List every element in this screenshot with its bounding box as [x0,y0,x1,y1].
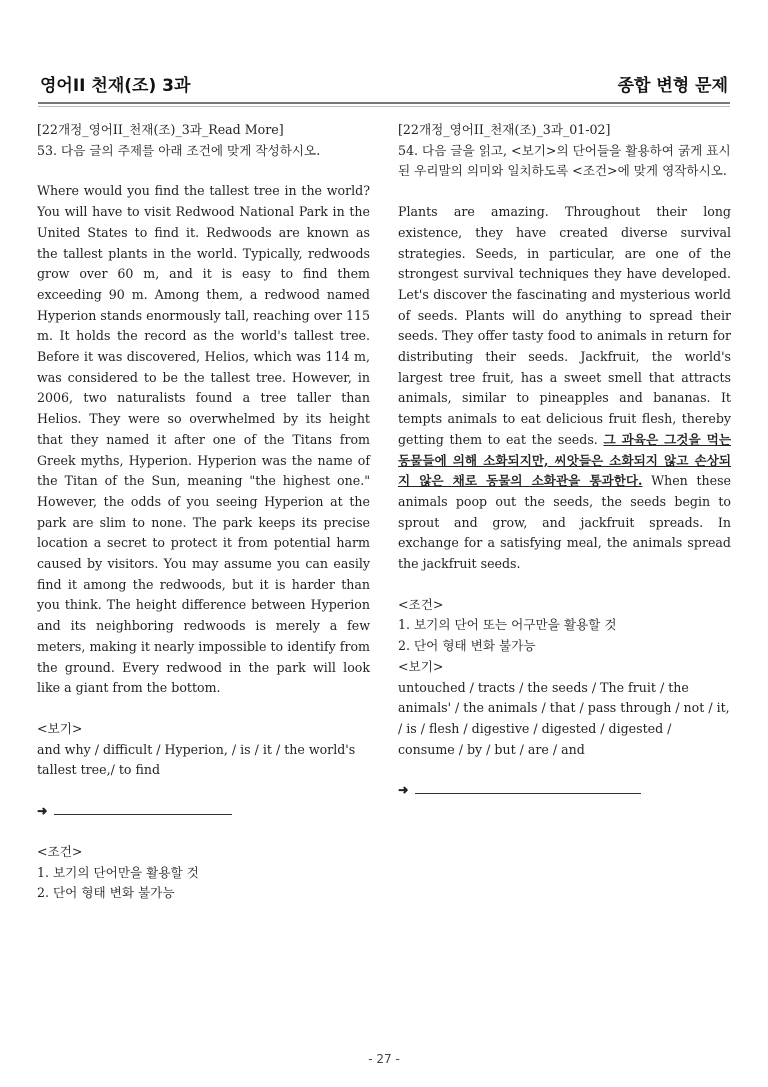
question-53-bogi [37,719,370,781]
right-column [398,120,731,801]
condition-2: 2. 단어 형태 변화 불가능 [398,638,536,654]
left-column [37,120,370,904]
page-header [38,72,730,104]
question-54-prompt: 54. 다음 글을 읽고, <보기>의 단어들을 활용하여 굵게 표시된 우리말의 의미와 일치하도록 <조건>에 맞게 영작하시오. [398,142,731,179]
bogi-words: and why / difficult / Hyperion, / is / it / the world's tallest tree,/ to find [37,741,356,778]
condition-1: 1. 보기의 단어만을 활용할 것 [37,864,199,880]
question-54-passage [398,202,731,575]
bogi-label: <보기> [398,658,444,674]
condition-label: <조건> [398,596,444,612]
question-53-answer-line [37,801,370,822]
question-54-tag: [22개정_영어II_천재(조)_3과_01-02] [398,122,611,137]
question-54-answer-line [398,780,731,801]
answer-blank[interactable] [415,783,641,794]
question-54-conditions [398,595,731,761]
answer-blank[interactable] [54,804,232,815]
question-53-conditions [37,842,370,904]
header-rule [38,106,730,107]
arrow-icon: ➜ [398,782,409,798]
page-number: - 27 - [368,1052,400,1066]
passage-text-after: When these animals poop out the seeds, the seeds begin to sprout and grow, and jackfruit spreads. In exchange for a satisfying meal, the animals spread the jackfruit seeds. [398,473,731,572]
condition-label: <조건> [37,843,83,859]
header-subtitle: 종합 변형 문제 [617,76,728,96]
header-title: 영어II 천재(조) 3과 [40,76,191,96]
condition-1: 1. 보기의 단어 또는 어구만을 활용할 것 [398,617,617,633]
passage-text-before: Plants are amazing. Throughout their long existence, they have created diverse survival strategies. Seeds, in particular, are one of the strongest survival techniques they have developed. Let's discover the fascinating and mysterious world of seeds. Plants will do anything to spread their seeds. They offer tasty food to animals in return for distributing their seeds. Jackfruit, the world's largest tree fruit, has a sweet smell that attracts animals, similar to pineapples and bananas. It tempts animals to eat delicious fruit flesh, thereby getting them to eat the seeds. [398,204,731,447]
arrow-icon: ➜ [37,803,48,819]
passage-bold-korean: 그 과육은 그것을 먹는 동물들에 의해 소화되지만, 씨앗들은 소화되지 않고 손상되지 않은 채로 동물의 소화관을 통과한다. [398,431,731,489]
condition-2: 2. 단어 형태 변화 불가능 [37,885,175,901]
bogi-words: untouched / tracts / the seeds / The fruit / the animals' / the animals / that / pass through / not / it, / is / flesh / digestive / digested / digested / consume / by / but / are / and [398,679,730,757]
question-53-prompt: 53. 다음 글의 주제를 아래 조건에 맞게 작성하시오. [37,142,321,158]
question-53-passage: Where would you find the tallest tree in the world? You will have to visit Redwood National Park in the United States to find it. Redwoods are known as the tallest plants in the world. Typically, redwoods grow over 60 m, and it is easy to find them exceeding 90 m. Among them, a redwood named Hyperion stands enormously tall, reaching over 115 m. It holds the record as the world's tallest tree. Before it was discovered, Helios, which was 114 m, was considered to be the tallest tree. However, in 2006, two naturalists found a tree taller than Helios. They were so overwhelmed by its height that they named it after one of the Titans from Greek myths, Hyperion. Hyperion was the name of the Titan of the Sun, meaning "the highest one." However, the odds of you seeing Hyperion at the park are slim to none. The park keeps its precise location a secret to protect it from potential harm caused by visitors. You may assume you can easily find it among the redwoods, but it is harder than you think. The height difference between Hyperion and its neighboring redwoods is merely a few meters, making it nearly impossible to identify from the ground. Every redwood in the park will look like a giant from the bottom. [37,183,370,696]
question-53-tag: [22개정_영어II_천재(조)_3과_Read More] [37,122,284,137]
bogi-label: <보기> [37,720,83,736]
